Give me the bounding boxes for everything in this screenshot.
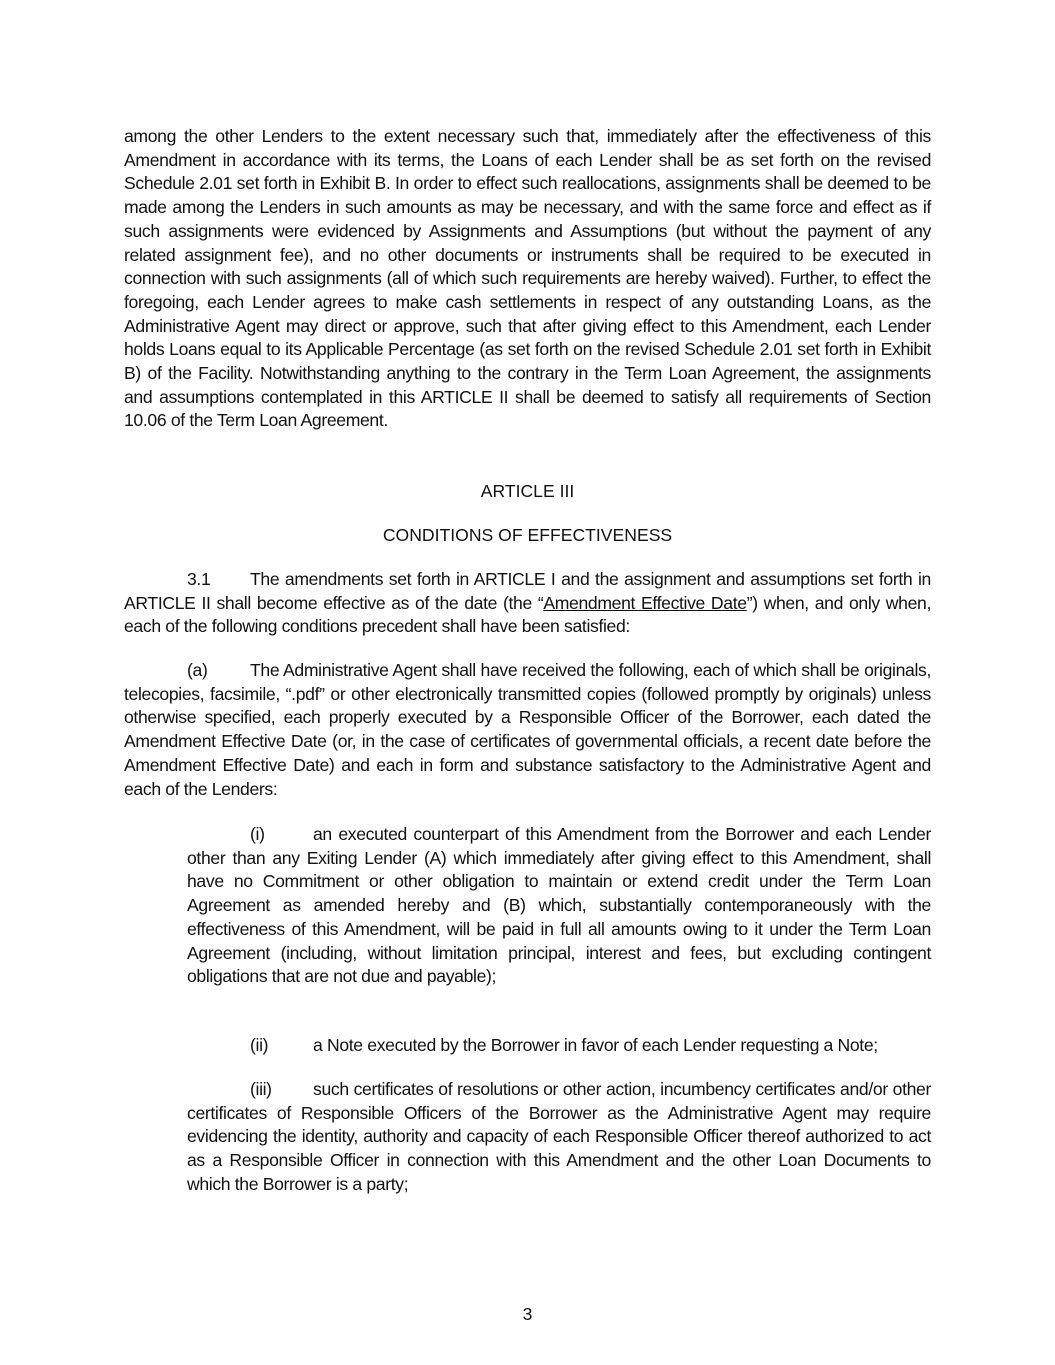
article-heading: ARTICLE III (480, 481, 575, 501)
clause-iii-text: such certificates of resolutions or other action, incumbency certificates and/or other certificates of Responsible Officers of the Borrower as the Administrative Agent may require evidencing the identity, authority and capacity of each Responsible Officer thereof authorized to act as a Responsible Officer in connection with this Amendment and the other Loan Documents to which the Borrower is a party; (187, 1079, 931, 1194)
section-number: 3.1 (187, 569, 211, 589)
section-3-1 (124, 568, 931, 639)
clause-iii (187, 1078, 931, 1197)
clause-a-label: (a) (187, 660, 208, 680)
clause-iii-label: (iii) (250, 1079, 272, 1099)
defined-term: Amendment Effective Date (543, 592, 747, 613)
clause-i-label: (i) (250, 824, 265, 844)
clause-ii-text: a Note executed by the Borrower in favor of each Lender requesting a Note; (313, 1035, 878, 1055)
clause-ii-label: (ii) (250, 1035, 269, 1055)
clause-a (124, 659, 931, 801)
section-text-after: ”) when, and only when, each of the following conditions precedent shall have been satisfied: (124, 592, 931, 637)
clause-i (187, 823, 931, 989)
article-title: CONDITIONS OF EFFECTIVENESS (382, 525, 673, 545)
continuation-paragraph: among the other Lenders to the extent necessary such that, immediately after the effectiveness of this Amendment in accordance with its terms, the Loans of each Lender shall be as set forth on the revised Schedule 2.01 set forth in Exhibit B. In order to effect such reallocations, assignments shall be deemed to be made among the Lenders in such amounts as may be necessary, and with the same force and effect as if such assignments were evidenced by Assignments and Assumptions (but without the payment of any related assignment fee), and no other documents or instruments shall be required to be executed in connection with such assignments (all of which such requirements are hereby waived). Further, to effect the foregoing, each Lender agrees to make cash settlements in respect of any outstanding Loans, as the Administrative Agent may direct or approve, such that after giving effect to this Amendment, each Lender holds Loans equal to its Applicable Percentage (as set forth on the revised Schedule 2.01 set forth in Exhibit B) of the Facility. Notwithstanding anything to the contrary in the Term Loan Agreement, the assignments and assumptions contemplated in this ARTICLE II shall be deemed to satisfy all requirements of Section 10.06 of the Term Loan Agreement. (124, 126, 931, 431)
section-text-before: The amendments set forth in ARTICLE I and the assignment and assumptions set forth in ARTICLE II shall become effective as of the date (the “ (124, 569, 931, 613)
clause-ii (187, 1034, 931, 1058)
clause-i-text: an executed counterpart of this Amendment from the Borrower and each Lender other than any Exiting Lender (A) which immediately after giving effect to this Amendment, shall have no Commitment or other obligation to maintain or extend credit under the Term Loan Agreement as amended hereby and (B) which, substantially contemporaneously with the effectiveness of this Amendment, will be paid in full all amounts owing to it under the Term Loan Agreement (including, without limitation principal, interest and fees, but excluding contingent obligations that are not due and payable); (187, 824, 931, 987)
clause-a-text: The Administrative Agent shall have received the following, each of which shall be originals, telecopies, facsimile, “.pdf” or other electronically transmitted copies (followed promptly by originals) unless otherwise specified, each properly executed by a Responsible Officer of the Borrower, each dated the Amendment Effective Date (or, in the case of certificates of governmental officials, a recent date before the Amendment Effective Date) and each in form and substance satisfactory to the Administrative Agent and each of the Lenders: (124, 660, 931, 799)
page-number: 3 (522, 1304, 533, 1324)
